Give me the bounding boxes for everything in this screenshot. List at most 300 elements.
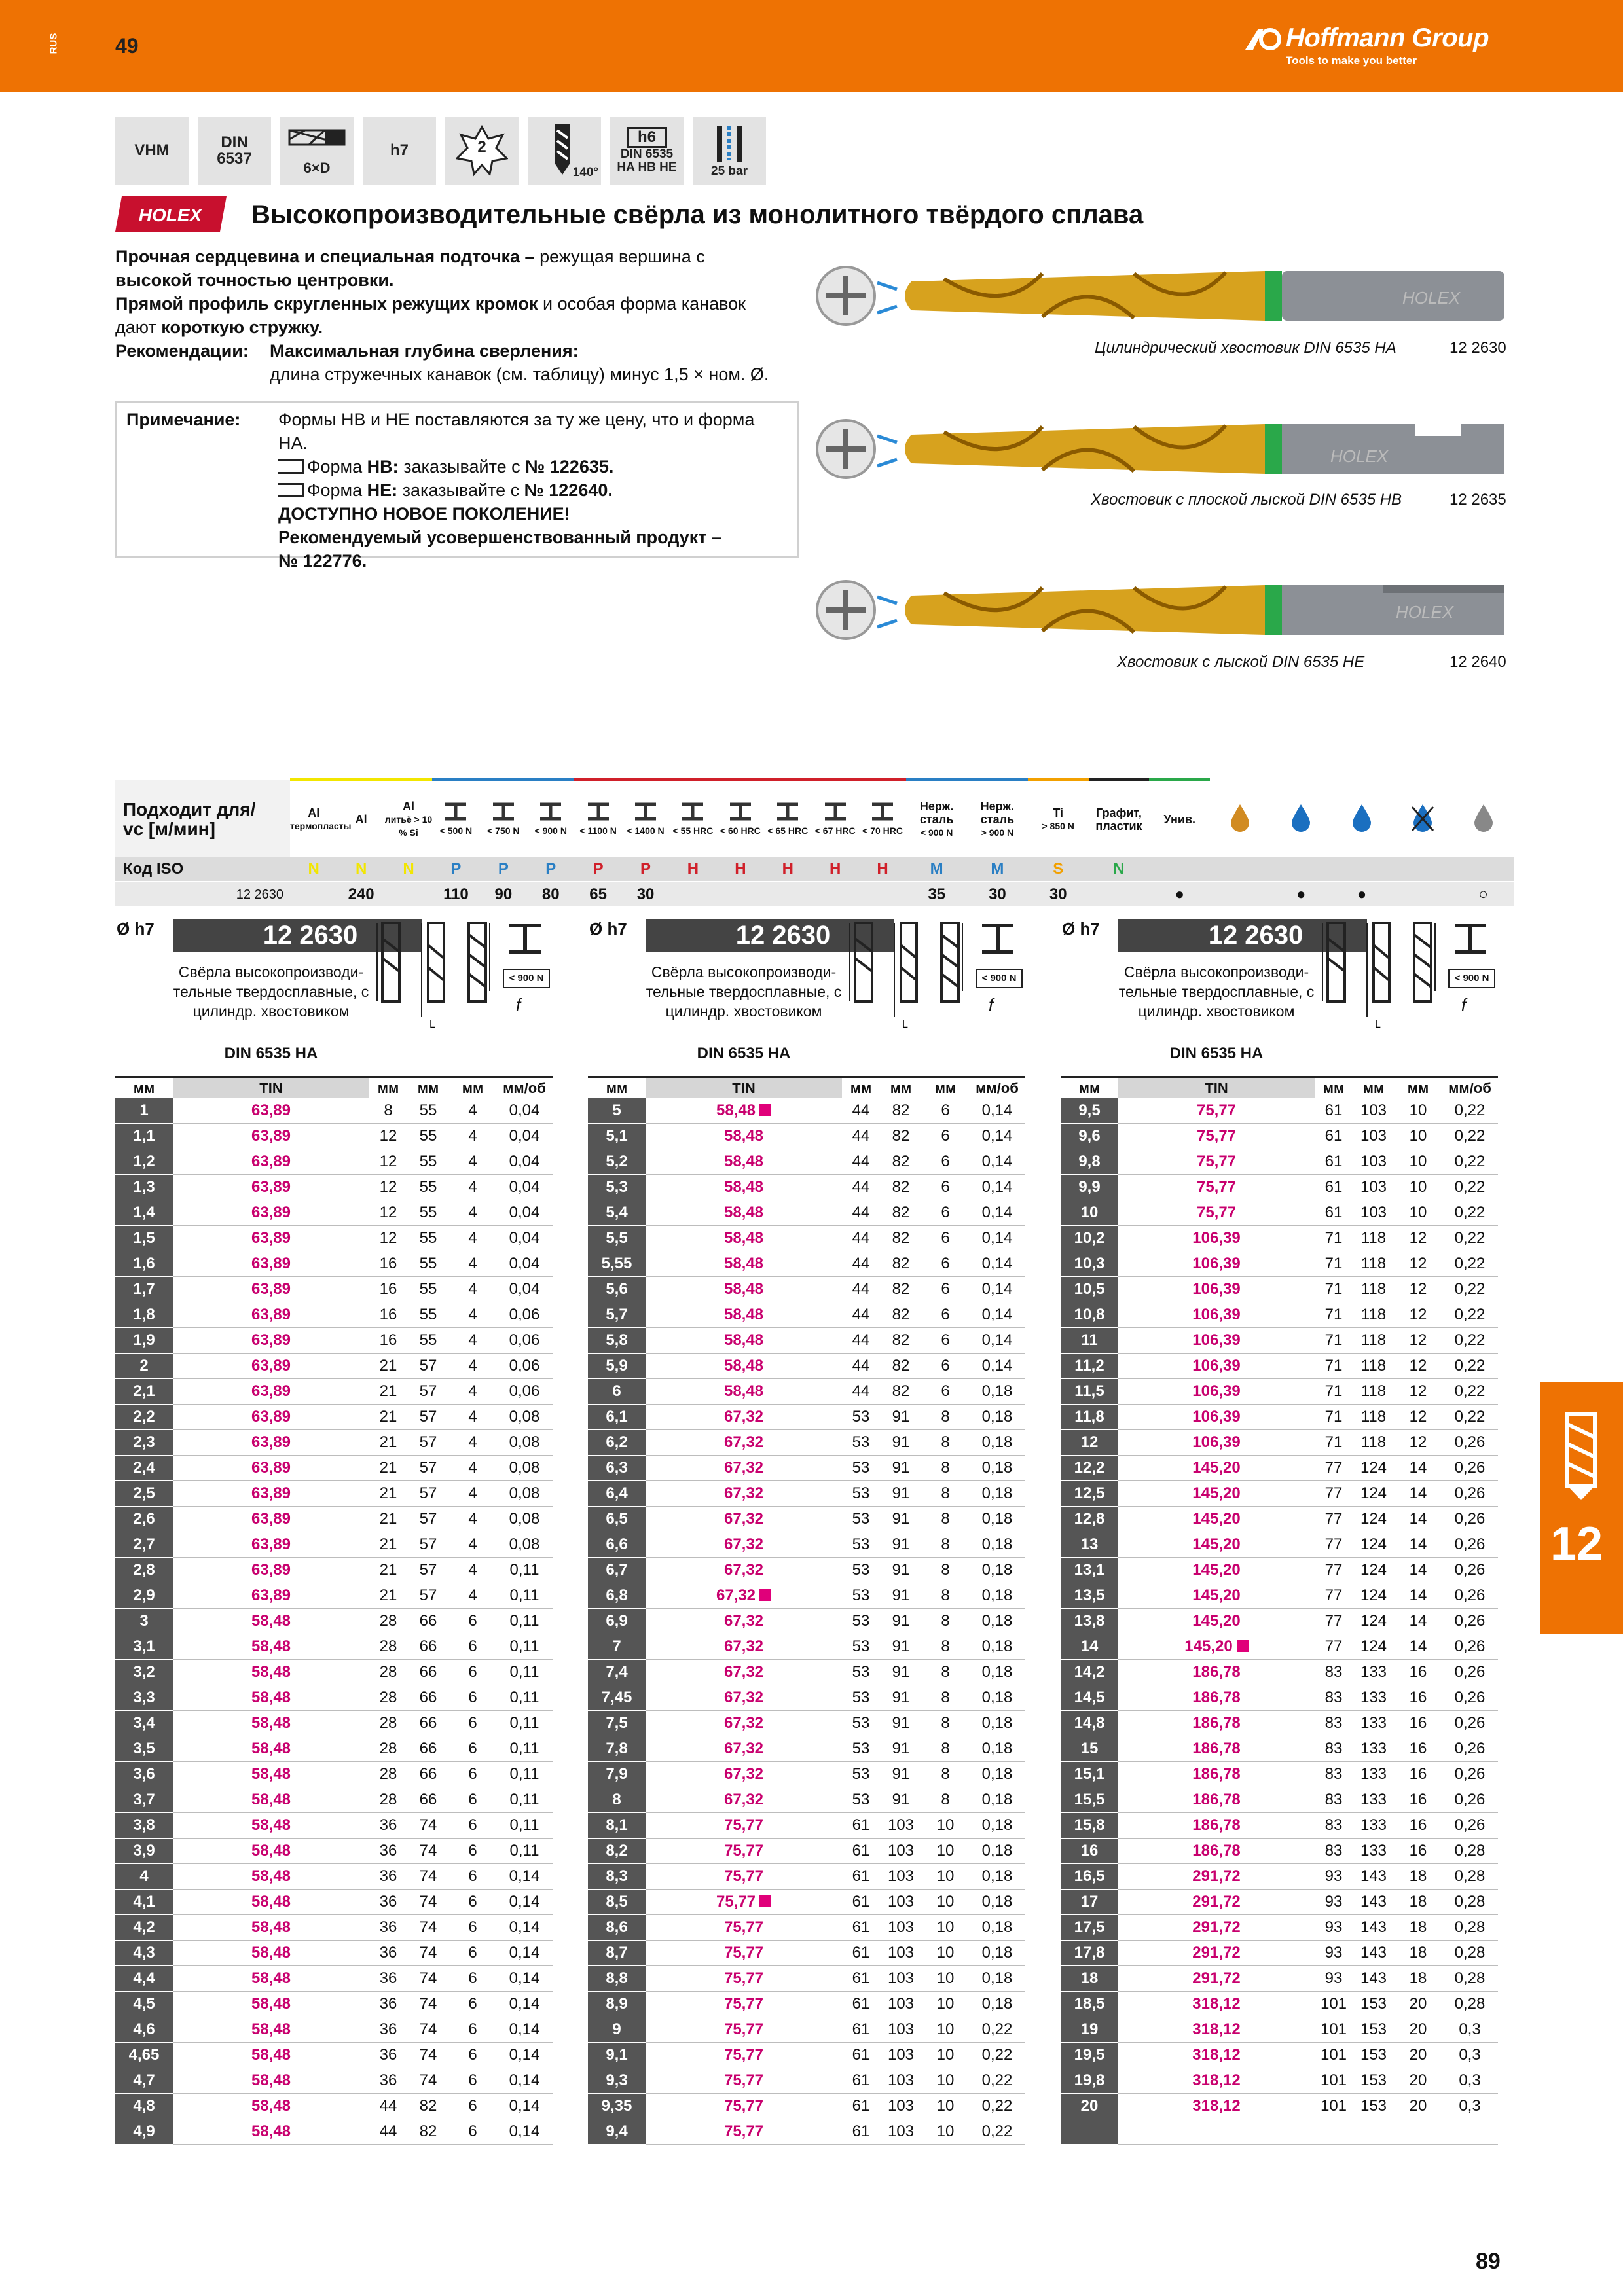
length-cell xyxy=(407,1634,449,1659)
feed-cell-value: 0,18 xyxy=(981,1408,1013,1426)
table-row[interactable] xyxy=(115,2094,553,2119)
shank-dia-cell xyxy=(369,1200,407,1225)
shank-dia-cell xyxy=(1315,1609,1353,1634)
shank-dia-cell xyxy=(1315,1660,1353,1685)
material-spec: < 750 N xyxy=(487,825,520,836)
table-row[interactable] xyxy=(115,1226,553,1251)
feed-cell-value: 0,22 xyxy=(1454,1178,1486,1196)
spec-icons xyxy=(115,117,766,185)
table-row[interactable] xyxy=(115,2119,553,2145)
table-row[interactable] xyxy=(1061,1328,1498,1354)
feed-cell-value: 0,18 xyxy=(981,1689,1013,1706)
shank-dia-cell xyxy=(1315,1583,1353,1608)
price-cell-value: 145,20 xyxy=(1192,1587,1241,1604)
table-row[interactable] xyxy=(115,1175,553,1200)
subheader-cell: TIN xyxy=(646,1078,842,1098)
table-row[interactable] xyxy=(115,1251,553,1277)
shank-dia-cell-value: 44 xyxy=(852,1382,870,1400)
feed-cell-value: 0,04 xyxy=(509,1153,540,1170)
price-cell-value: 63,89 xyxy=(251,1306,291,1323)
table-row[interactable] xyxy=(115,1813,553,1839)
table-row[interactable] xyxy=(115,1430,553,1456)
drill-code-ha: 12 2630 xyxy=(1450,339,1506,357)
diameter-cell xyxy=(1061,1430,1118,1456)
table-row[interactable] xyxy=(1061,1379,1498,1405)
feed-cell-value: 0,18 xyxy=(981,1944,1013,1962)
table-row[interactable] xyxy=(1061,1736,1498,1762)
diameter-cell-value: 9,9 xyxy=(1078,1178,1101,1196)
table-row[interactable] xyxy=(1061,1609,1498,1634)
feed-cell-value: 0,22 xyxy=(1454,1357,1486,1374)
price-cell xyxy=(1118,1251,1315,1276)
table-row[interactable] xyxy=(115,1558,553,1583)
length-cell xyxy=(1353,1379,1395,1404)
table-row[interactable] xyxy=(588,1685,1025,1711)
feed-cell-value: 0,26 xyxy=(1454,1484,1486,1502)
table-row[interactable] xyxy=(1061,1481,1498,1507)
diameter-cell-value: 8 xyxy=(612,1791,621,1808)
length-cell xyxy=(407,2094,449,2119)
diameter-cell-value: 5 xyxy=(612,1102,621,1119)
table-row[interactable] xyxy=(1061,1685,1498,1711)
table-row[interactable] xyxy=(115,1839,553,1864)
table-row[interactable] xyxy=(1061,1507,1498,1532)
length-cell xyxy=(1353,1328,1395,1353)
table-row[interactable] xyxy=(1061,1149,1498,1175)
diameter-cell xyxy=(1061,1481,1118,1507)
diameter-cell xyxy=(1061,1251,1118,1277)
length-cell-value: 133 xyxy=(1360,1714,1387,1732)
diameter-cell xyxy=(588,1456,646,1481)
iso-code: H xyxy=(717,857,764,882)
price-cell-value: 318,12 xyxy=(1192,2072,1241,2089)
feed-cell-value: 0,08 xyxy=(509,1535,540,1553)
table-row[interactable] xyxy=(588,1634,1025,1660)
flute-cell-value: 10 xyxy=(936,2072,955,2089)
flute-cell-value: 6 xyxy=(941,1204,950,1221)
table-row[interactable] xyxy=(588,1277,1025,1302)
table-row[interactable] xyxy=(1061,1558,1498,1583)
table-row[interactable] xyxy=(115,1583,553,1609)
length-cell-value: 55 xyxy=(419,1255,437,1272)
table-row[interactable] xyxy=(1061,2094,1498,2119)
table-row[interactable] xyxy=(1061,1251,1498,1277)
price-cell-value: 106,39 xyxy=(1192,1357,1241,1374)
length-cell xyxy=(880,1124,922,1149)
length-cell xyxy=(1353,1609,1395,1634)
table-row[interactable] xyxy=(588,1787,1025,1813)
flute-cell xyxy=(449,1915,496,1940)
price-cell-value: 58,48 xyxy=(251,1663,291,1681)
length-cell xyxy=(407,2043,449,2068)
feed-cell xyxy=(969,1992,1025,2017)
price-cell-value: 67,32 xyxy=(723,1638,764,1655)
shank-dia-cell xyxy=(1315,1915,1353,1940)
table-row[interactable] xyxy=(588,1966,1025,1992)
length-cell-value: 91 xyxy=(892,1535,910,1553)
feed-cell xyxy=(969,1507,1025,1532)
length-cell xyxy=(1353,2094,1395,2119)
price-cell-value: 186,78 xyxy=(1192,1765,1241,1783)
length-cell xyxy=(1353,1200,1395,1225)
flute-cell xyxy=(922,1839,969,1863)
table-row[interactable] xyxy=(588,2043,1025,2068)
table-row[interactable] xyxy=(588,1736,1025,1762)
price-cell-value: 63,89 xyxy=(251,1331,291,1349)
table-row[interactable] xyxy=(588,1251,1025,1277)
material-col-0 xyxy=(290,780,352,857)
price-cell xyxy=(1118,1354,1315,1378)
table-row[interactable] xyxy=(115,1481,553,1507)
length-cell-value: 82 xyxy=(892,1153,910,1170)
cutting-speed xyxy=(859,882,906,906)
table-row[interactable] xyxy=(115,1915,553,1941)
table-row[interactable] xyxy=(115,1711,553,1736)
shank-dia-cell xyxy=(369,1405,407,1429)
feed-cell xyxy=(969,1328,1025,1353)
table-row[interactable] xyxy=(115,1890,553,1915)
shank-dia-cell-value: 28 xyxy=(379,1714,397,1732)
table-row[interactable] xyxy=(1061,1941,1498,1966)
feed-cell-value: 0,14 xyxy=(509,1995,540,2013)
table-row[interactable] xyxy=(1061,2043,1498,2068)
feed-cell-value: 0,26 xyxy=(1454,1535,1486,1553)
feed-cell-value: 0,22 xyxy=(1454,1102,1486,1119)
flute-cell xyxy=(922,1966,969,1991)
diameter-cell-value: 2,3 xyxy=(133,1433,155,1451)
table-row[interactable] xyxy=(588,1507,1025,1532)
iso-code: H xyxy=(859,857,906,882)
flute-cell xyxy=(922,1787,969,1812)
material-spec: > 850 N xyxy=(1042,820,1074,831)
new-item-marker-icon xyxy=(1237,1640,1249,1652)
feed-cell xyxy=(1442,1711,1498,1736)
table-row[interactable] xyxy=(1061,1915,1498,1941)
table-row[interactable] xyxy=(1061,1405,1498,1430)
price-cell xyxy=(1118,1685,1315,1710)
flute-cell-value: 10 xyxy=(936,1842,955,1859)
shank-dia-cell xyxy=(369,2043,407,2068)
spec-shank xyxy=(610,117,684,185)
table-row[interactable] xyxy=(115,1532,553,1558)
flute-cell xyxy=(449,1839,496,1863)
table-row[interactable] xyxy=(588,1532,1025,1558)
shank-dia-cell xyxy=(369,1915,407,1940)
table-row[interactable] xyxy=(115,1787,553,1813)
table-row[interactable] xyxy=(588,1558,1025,1583)
table-row[interactable] xyxy=(1061,1456,1498,1481)
table-row[interactable] xyxy=(1061,1813,1498,1839)
table-row[interactable] xyxy=(115,1966,553,1992)
shank-dia-cell xyxy=(369,1660,407,1685)
shank-dia-cell-value: 61 xyxy=(1324,1102,1343,1119)
price-cell xyxy=(646,1711,842,1736)
shank-dia-cell-value: 61 xyxy=(1324,1127,1343,1145)
table-row[interactable] xyxy=(115,2043,553,2068)
table-row[interactable] xyxy=(115,1762,553,1787)
feed-cell xyxy=(969,1405,1025,1429)
shank-dia-cell-value: 53 xyxy=(852,1765,870,1783)
table-row[interactable] xyxy=(1061,2068,1498,2094)
table-row[interactable] xyxy=(115,1354,553,1379)
flute-cell-value: 6 xyxy=(468,1638,477,1655)
feed-cell-value: 0,22 xyxy=(981,2072,1013,2089)
table-row[interactable] xyxy=(1061,1226,1498,1251)
length-cell-value: 133 xyxy=(1360,1740,1387,1757)
table-row[interactable] xyxy=(588,1124,1025,1149)
table-row[interactable] xyxy=(1061,1711,1498,1736)
price-cell-value: 58,48 xyxy=(251,1791,291,1808)
table-row[interactable] xyxy=(1061,1098,1498,1124)
material-spec: термопласты xyxy=(290,820,352,831)
material-col-5 xyxy=(527,780,574,857)
shank-dia-cell-value: 21 xyxy=(379,1433,397,1451)
price-cell xyxy=(646,1149,842,1174)
diameter-cell-value: 20 xyxy=(1080,2097,1099,2115)
flute-cell xyxy=(449,1941,496,1965)
material-name: Нерж. сталь xyxy=(919,799,954,826)
table-row[interactable] xyxy=(588,1864,1025,1890)
table-row[interactable] xyxy=(1061,1762,1498,1787)
feed-cell-value: 0,14 xyxy=(981,1153,1013,1170)
diameter-cell-value: 12,5 xyxy=(1074,1484,1105,1502)
table-row[interactable] xyxy=(588,1890,1025,1915)
table-row[interactable] xyxy=(115,1328,553,1354)
table-row[interactable] xyxy=(588,1711,1025,1736)
shank-dia-cell-value: 36 xyxy=(379,1893,397,1910)
length-cell xyxy=(880,1405,922,1429)
shank-dia-cell-value: 77 xyxy=(1324,1484,1343,1502)
length-cell xyxy=(1353,1481,1395,1506)
price-cell xyxy=(173,1839,369,1863)
flute-cell-value: 12 xyxy=(1409,1331,1427,1349)
table-row[interactable] xyxy=(115,1098,553,1124)
flute-cell xyxy=(922,1175,969,1200)
feed-cell xyxy=(969,1736,1025,1761)
table-row[interactable] xyxy=(115,1124,553,1149)
diameter-cell xyxy=(588,1966,646,1992)
flute-cell-value: 16 xyxy=(1409,1714,1427,1732)
price-cell-value: 67,32 xyxy=(723,1612,764,1630)
flute-cell-value: 14 xyxy=(1409,1484,1427,1502)
flute-cell-value: 10 xyxy=(936,1969,955,1987)
shank-dia-cell xyxy=(842,1558,880,1583)
table-row[interactable] xyxy=(1061,1430,1498,1456)
table-row[interactable] xyxy=(588,1430,1025,1456)
price-cell xyxy=(646,1098,842,1123)
length-cell-value: 91 xyxy=(892,1791,910,1808)
shank-dia-cell-value: 36 xyxy=(379,1918,397,1936)
feed-cell-value: 0,22 xyxy=(1454,1408,1486,1426)
table-row[interactable] xyxy=(1061,1787,1498,1813)
language-tag: RUS xyxy=(48,33,60,54)
table-row[interactable] xyxy=(588,2017,1025,2043)
table-row[interactable] xyxy=(115,1507,553,1532)
table-row[interactable] xyxy=(1061,1966,1498,1992)
shank-dia-cell-value: 101 xyxy=(1320,2020,1347,2038)
table-row[interactable] xyxy=(588,1226,1025,1251)
table-row[interactable] xyxy=(1061,1532,1498,1558)
feed-cell-value: 0,28 xyxy=(1454,1969,1486,1987)
feed-cell-value: 0,04 xyxy=(509,1204,540,1221)
price-cell-value: 67,32 xyxy=(723,1408,764,1426)
feed-cell-value: 0,26 xyxy=(1454,1816,1486,1834)
table-row[interactable] xyxy=(115,1864,553,1890)
table-row[interactable] xyxy=(1061,1864,1498,1890)
feed-cell-value: 0,08 xyxy=(509,1433,540,1451)
table-row[interactable] xyxy=(1061,2017,1498,2043)
price-cell xyxy=(646,2043,842,2068)
price-cell xyxy=(646,1609,842,1634)
feed-cell xyxy=(496,1507,553,1532)
length-cell-value: 82 xyxy=(419,2123,437,2140)
table-row[interactable] xyxy=(588,1200,1025,1226)
feed-cell xyxy=(496,1915,553,1940)
feed-cell-value: 0,26 xyxy=(1454,1765,1486,1783)
table-row[interactable] xyxy=(115,1736,553,1762)
table-row[interactable] xyxy=(588,1098,1025,1124)
shank-dia-cell xyxy=(842,1890,880,1914)
diameter-cell-value: 18,5 xyxy=(1074,1995,1105,2013)
table-row[interactable] xyxy=(588,1456,1025,1481)
table-row[interactable] xyxy=(115,1277,553,1302)
table-row[interactable] xyxy=(588,1813,1025,1839)
table-row[interactable] xyxy=(1061,1583,1498,1609)
length-cell-value: 74 xyxy=(419,1893,437,1910)
price-cell-value: 106,39 xyxy=(1192,1382,1241,1400)
table-row[interactable] xyxy=(115,1379,553,1405)
flute-cell xyxy=(1395,1915,1442,1940)
flute-cell xyxy=(1395,1481,1442,1506)
table-row[interactable] xyxy=(115,1200,553,1226)
feed-cell-value: 0,11 xyxy=(509,1612,539,1630)
table-row[interactable] xyxy=(588,1660,1025,1685)
length-cell-value: 74 xyxy=(419,1969,437,1987)
table-row[interactable] xyxy=(588,1379,1025,1405)
table-row[interactable] xyxy=(115,2017,553,2043)
table-row[interactable] xyxy=(115,1634,553,1660)
feed-cell xyxy=(1442,1915,1498,1940)
price-cell xyxy=(173,1711,369,1736)
material-name: Унив. xyxy=(1163,812,1195,826)
table-row[interactable] xyxy=(1061,1302,1498,1328)
feed-cell-value: 0,18 xyxy=(981,1510,1013,1528)
price-cell-value: 63,89 xyxy=(251,1280,291,1298)
table-row[interactable] xyxy=(1061,1660,1498,1685)
price-cell xyxy=(1118,2094,1315,2119)
table-row[interactable] xyxy=(115,1992,553,2017)
table-row[interactable] xyxy=(115,1302,553,1328)
flute-cell-value: 10 xyxy=(936,1816,955,1834)
table-row[interactable] xyxy=(588,1941,1025,1966)
table-row[interactable] xyxy=(588,2094,1025,2119)
table-row[interactable] xyxy=(588,1915,1025,1941)
price-cell xyxy=(646,1200,842,1225)
shank-dia-cell-value: 36 xyxy=(379,1995,397,2013)
flute-cell xyxy=(449,2119,496,2144)
length-cell xyxy=(1353,1992,1395,2017)
table-row[interactable] xyxy=(115,1456,553,1481)
material-col-11 xyxy=(811,780,858,857)
table-row[interactable] xyxy=(588,1583,1025,1609)
flute-cell xyxy=(449,2043,496,2068)
length-cell xyxy=(407,1200,449,1225)
table-row[interactable] xyxy=(1061,1175,1498,1200)
length-cell xyxy=(1353,1839,1395,1863)
table-row[interactable] xyxy=(588,1405,1025,1430)
feed-cell xyxy=(496,2043,553,2068)
table-row[interactable] xyxy=(588,1839,1025,1864)
price-cell xyxy=(646,1736,842,1761)
table-row[interactable] xyxy=(115,1685,553,1711)
flute-cell xyxy=(922,1915,969,1940)
table-row[interactable] xyxy=(588,1302,1025,1328)
table-row[interactable] xyxy=(1061,1124,1498,1149)
table-row[interactable] xyxy=(115,1405,553,1430)
table-row[interactable] xyxy=(1061,1354,1498,1379)
table-row[interactable] xyxy=(1061,1277,1498,1302)
table-row[interactable] xyxy=(588,1175,1025,1200)
feed-cell xyxy=(496,1839,553,1863)
table-row[interactable] xyxy=(1061,1839,1498,1864)
table-row[interactable] xyxy=(1061,1890,1498,1915)
shank-dia-cell xyxy=(842,1660,880,1685)
diameter-cell xyxy=(115,1328,173,1354)
diameter-cell xyxy=(588,1328,646,1354)
shank-dia-cell xyxy=(1315,1379,1353,1404)
shank-dia-cell xyxy=(842,1966,880,1991)
table-row[interactable] xyxy=(588,2119,1025,2145)
table-row[interactable] xyxy=(588,1481,1025,1507)
table-row[interactable] xyxy=(588,1992,1025,2017)
flute-cell xyxy=(449,1302,496,1327)
table-row[interactable] xyxy=(588,1609,1025,1634)
length-cell-value: 74 xyxy=(419,1918,437,1936)
price-cell xyxy=(173,1685,369,1710)
table-row[interactable] xyxy=(588,1328,1025,1354)
diameter-cell xyxy=(115,1149,173,1175)
flute-cell-value: 6 xyxy=(468,1740,477,1757)
table-row[interactable] xyxy=(1061,1200,1498,1226)
coolant-suitability: ● xyxy=(1332,882,1393,906)
diameter-cell xyxy=(115,1558,173,1583)
diameter-cell xyxy=(588,1864,646,1890)
table-row[interactable] xyxy=(115,1149,553,1175)
table-row[interactable] xyxy=(588,1149,1025,1175)
table-row[interactable] xyxy=(115,1660,553,1685)
table-row[interactable] xyxy=(115,1609,553,1634)
length-cell-value: 124 xyxy=(1360,1459,1387,1477)
table-row[interactable] xyxy=(588,1354,1025,1379)
flute-cell-value: 14 xyxy=(1409,1612,1427,1630)
shank-dia-cell xyxy=(842,2094,880,2119)
shank-dia-cell-value: 44 xyxy=(379,2097,397,2115)
diameter-cell-value: 1,8 xyxy=(133,1306,155,1323)
table-row[interactable] xyxy=(115,1941,553,1966)
table-row[interactable] xyxy=(588,2068,1025,2094)
feed-cell xyxy=(496,1175,553,1200)
flute-cell-value: 8 xyxy=(941,1740,950,1757)
table-row[interactable] xyxy=(1061,1992,1498,2017)
diameter-cell-value: 8,3 xyxy=(606,1867,628,1885)
table-row[interactable] xyxy=(115,2068,553,2094)
feed-cell-value: 0,18 xyxy=(981,1663,1013,1681)
shank-dia-cell-value: 83 xyxy=(1324,1816,1343,1834)
table-row[interactable] xyxy=(588,1762,1025,1787)
length-cell-value: 66 xyxy=(419,1791,437,1808)
table-row[interactable] xyxy=(1061,1634,1498,1660)
shank-dia-cell xyxy=(842,1430,880,1455)
